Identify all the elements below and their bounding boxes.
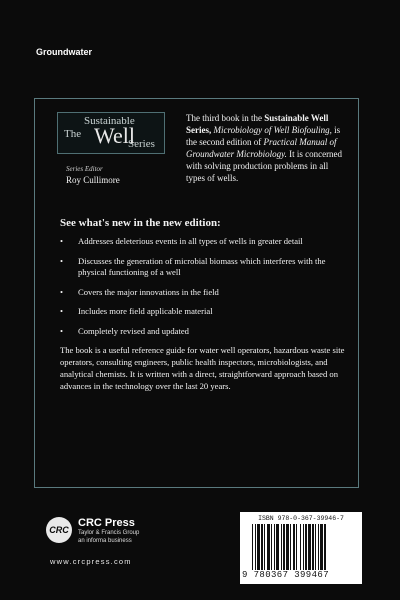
- blurb-text-3: It is concerned with solving production problems in all types of wells.: [186, 149, 343, 183]
- book-description: The book is a useful reference guide for water well operators, hazardous waste site operators, consulting engineers, public health inspectors, microbiologists, and analytical chemists. It is written with a direct, straightforward approach based on advances in the technology over the last 20 years.: [60, 345, 345, 391]
- isbn-text: ISBN 978-0-367-39946-7: [258, 515, 344, 522]
- series-logo-line3: Well: [94, 123, 135, 148]
- crc-logo-icon: CRC: [46, 517, 72, 543]
- barcode: [240, 512, 362, 584]
- blurb-text-2: is the second edition of: [186, 125, 341, 147]
- series-editor: [66, 164, 120, 186]
- barcode-bars-icon: [252, 524, 356, 570]
- list-item: • Addresses deleterious events in all types of wells in greater detail: [60, 236, 352, 248]
- series-logo-line1: Sustainable: [84, 115, 135, 127]
- publisher-tagline: an informa business: [78, 538, 132, 544]
- category-label: Groundwater: [36, 47, 93, 57]
- series-logo: [57, 112, 165, 154]
- blurb-book-title: Microbiology of Well Biofouling,: [213, 125, 332, 135]
- publisher-name: CRC Press: [78, 517, 135, 529]
- series-editor-name: Roy Cullimore: [66, 175, 120, 185]
- blurb-text-1: The third book in the: [186, 113, 265, 123]
- list-item: • Covers the major innovations in the field: [60, 287, 352, 299]
- feature-list: [60, 236, 352, 345]
- series-logo-line4: Series: [128, 138, 155, 150]
- blurb-previous-title: Practical Manual of Groundwater Microbiology.: [186, 137, 337, 159]
- publisher-group: Taylor & Francis Group: [78, 530, 140, 536]
- blurb-series-title: Sustainable Well Series,: [186, 113, 329, 135]
- publisher-info: [78, 517, 139, 545]
- list-item: • Discusses the generation of microbial biomass which interferes with the physical functioning of a well: [60, 256, 352, 279]
- barcode-digits: 9 780367 399467: [242, 570, 330, 580]
- list-item: • Completely revised and updated: [60, 326, 352, 338]
- series-logo-line2: The: [64, 128, 82, 140]
- publisher-url[interactable]: www.crcpress.com: [50, 557, 132, 566]
- intro-blurb: [186, 112, 344, 184]
- series-editor-label: Series Editor: [66, 165, 103, 173]
- section-heading: See what's new in the new edition:: [60, 217, 221, 229]
- list-item: • Includes more field applicable material: [60, 306, 352, 318]
